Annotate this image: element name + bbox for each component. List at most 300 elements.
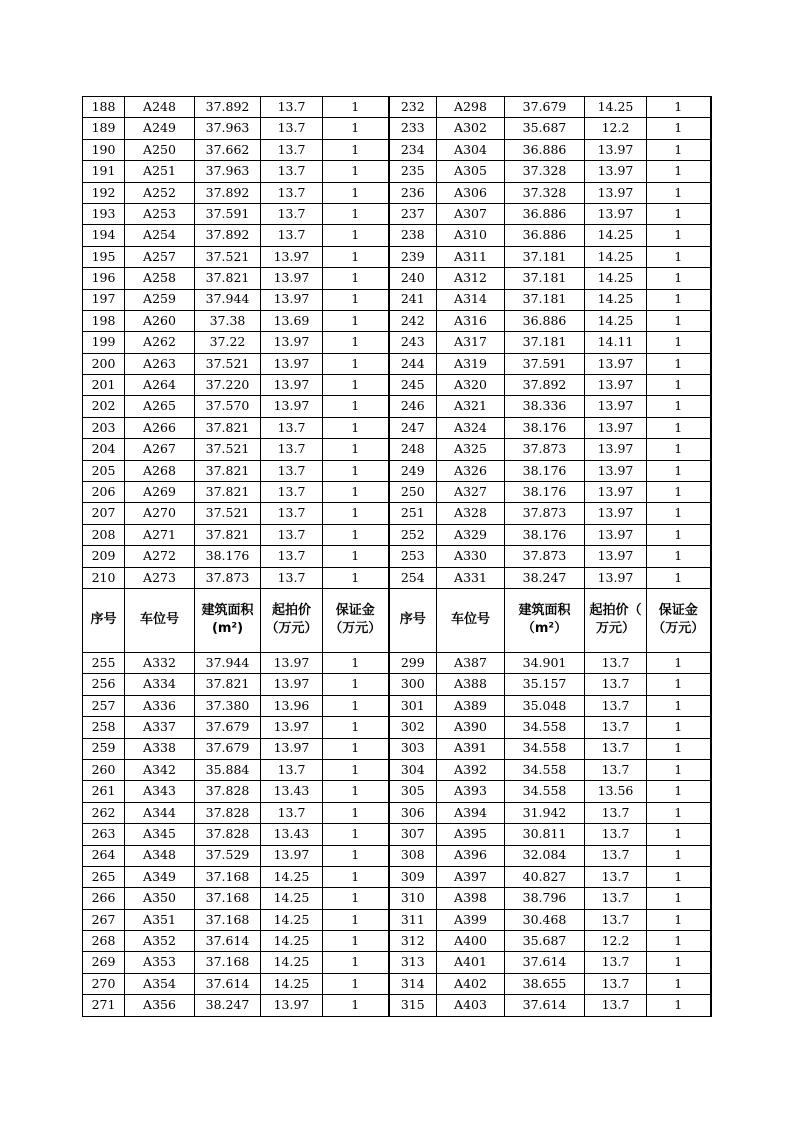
- table-cell: 1: [323, 182, 389, 203]
- table-cell: A394: [437, 802, 505, 823]
- table-cell: 30.468: [505, 909, 585, 930]
- table-cell: 13.7: [261, 567, 323, 588]
- header-cell: 起拍价（万元）: [261, 588, 323, 652]
- table-cell: 1: [647, 824, 711, 845]
- table-cell: 14.25: [585, 246, 647, 267]
- table-cell: 37.821: [195, 674, 261, 695]
- table-cell: A334: [125, 674, 195, 695]
- table-cell: A392: [437, 759, 505, 780]
- table-body-bottom: [83, 652, 711, 1016]
- table-row: [83, 909, 711, 930]
- table-cell: 13.97: [261, 652, 323, 673]
- table-cell: 13.7: [585, 717, 647, 738]
- table-cell: 13.97: [585, 182, 647, 203]
- table-cell: A325: [437, 439, 505, 460]
- table-cell: 40.827: [505, 866, 585, 887]
- table-cell: A319: [437, 353, 505, 374]
- table-cell: 1: [647, 268, 711, 289]
- table-cell: 1: [323, 546, 389, 567]
- table-cell: 13.97: [585, 482, 647, 503]
- table-cell: 1: [323, 952, 389, 973]
- table-cell: 1: [647, 375, 711, 396]
- table-cell: 270: [83, 973, 125, 994]
- table-cell: 13.7: [261, 524, 323, 545]
- table-cell: A273: [125, 567, 195, 588]
- table-cell: 1: [647, 866, 711, 887]
- table-cell: 13.7: [261, 503, 323, 524]
- table-cell: 13.7: [261, 460, 323, 481]
- table-cell: 12.2: [585, 118, 647, 139]
- table-cell: A263: [125, 353, 195, 374]
- table-cell: 271: [83, 995, 125, 1016]
- table-cell: 13.43: [261, 824, 323, 845]
- table-cell: 1: [323, 567, 389, 588]
- table-cell: 37.963: [195, 161, 261, 182]
- table-cell: 1: [647, 717, 711, 738]
- table-cell: A262: [125, 332, 195, 353]
- table-cell: 1: [647, 845, 711, 866]
- table-cell: 305: [389, 781, 437, 802]
- table-row: [83, 952, 711, 973]
- table-row: [83, 995, 711, 1016]
- table-cell: 307: [389, 824, 437, 845]
- table-cell: 191: [83, 161, 125, 182]
- table-cell: 13.7: [585, 652, 647, 673]
- table-cell: A353: [125, 952, 195, 973]
- table-cell: A336: [125, 695, 195, 716]
- table-cell: A257: [125, 246, 195, 267]
- table-cell: 38.655: [505, 973, 585, 994]
- table-cell: A352: [125, 931, 195, 952]
- table-cell: 1: [323, 246, 389, 267]
- table-cell: A311: [437, 246, 505, 267]
- table-cell: 306: [389, 802, 437, 823]
- table-row: [83, 139, 711, 160]
- table-cell: 37.662: [195, 139, 261, 160]
- table-cell: 37.614: [505, 995, 585, 1016]
- table-cell: 37.892: [195, 225, 261, 246]
- table-cell: 1: [323, 524, 389, 545]
- table-cell: 14.11: [585, 332, 647, 353]
- table-cell: 1: [647, 396, 711, 417]
- table-cell: 13.7: [585, 738, 647, 759]
- table-cell: 1: [323, 161, 389, 182]
- table-cell: 13.7: [261, 482, 323, 503]
- table-cell: 34.558: [505, 781, 585, 802]
- header-cell: 保证金（万元）: [647, 588, 711, 652]
- table-row: [83, 781, 711, 802]
- table-cell: 199: [83, 332, 125, 353]
- table-cell: 37.521: [195, 503, 261, 524]
- table-cell: 261: [83, 781, 125, 802]
- table-header: [83, 588, 711, 652]
- table-cell: 1: [323, 802, 389, 823]
- table-cell: 311: [389, 909, 437, 930]
- table-cell: 37.821: [195, 482, 261, 503]
- table-cell: 14.25: [585, 289, 647, 310]
- table-cell: 37.892: [195, 97, 261, 118]
- table-cell: 14.25: [585, 225, 647, 246]
- table-cell: 1: [647, 931, 711, 952]
- table-cell: 1: [323, 439, 389, 460]
- table-cell: A329: [437, 524, 505, 545]
- table-cell: 37.168: [195, 888, 261, 909]
- table-cell: 1: [647, 759, 711, 780]
- table-cell: 34.558: [505, 738, 585, 759]
- table-cell: 189: [83, 118, 125, 139]
- table-cell: 247: [389, 417, 437, 438]
- table-cell: 198: [83, 310, 125, 331]
- table-cell: 37.38: [195, 310, 261, 331]
- table-cell: 35.687: [505, 118, 585, 139]
- table-cell: 14.25: [585, 97, 647, 118]
- table-cell: 1: [647, 802, 711, 823]
- table-cell: A265: [125, 396, 195, 417]
- table-cell: 1: [323, 118, 389, 139]
- table-cell: 1: [323, 310, 389, 331]
- table-cell: 258: [83, 717, 125, 738]
- table-cell: 14.25: [261, 888, 323, 909]
- table-cell: 37.328: [505, 182, 585, 203]
- table-cell: 37.614: [195, 973, 261, 994]
- table-cell: 13.7: [261, 759, 323, 780]
- table-cell: 14.25: [261, 952, 323, 973]
- table-cell: 13.97: [261, 995, 323, 1016]
- table-cell: 1: [647, 118, 711, 139]
- table-cell: A399: [437, 909, 505, 930]
- table-cell: 303: [389, 738, 437, 759]
- table-cell: 1: [323, 139, 389, 160]
- table-cell: 252: [389, 524, 437, 545]
- table-cell: 1: [323, 203, 389, 224]
- header-cell: 车位号: [125, 588, 195, 652]
- table-cell: 196: [83, 268, 125, 289]
- table-cell: 13.97: [585, 546, 647, 567]
- table-cell: 250: [389, 482, 437, 503]
- table-cell: 13.7: [261, 182, 323, 203]
- table-cell: A389: [437, 695, 505, 716]
- table-cell: 1: [323, 396, 389, 417]
- table-cell: 13.7: [585, 845, 647, 866]
- table-cell: 254: [389, 567, 437, 588]
- table-cell: A307: [437, 203, 505, 224]
- table-cell: 13.97: [261, 332, 323, 353]
- table-cell: 13.7: [585, 973, 647, 994]
- table-row: [83, 717, 711, 738]
- table-row: [83, 931, 711, 952]
- table-cell: 38.336: [505, 396, 585, 417]
- table-cell: 1: [647, 909, 711, 930]
- table-cell: 13.7: [261, 203, 323, 224]
- table-cell: A306: [437, 182, 505, 203]
- table-cell: 210: [83, 567, 125, 588]
- table-cell: 1: [323, 866, 389, 887]
- table-row: [83, 225, 711, 246]
- table-cell: A317: [437, 332, 505, 353]
- table-cell: 242: [389, 310, 437, 331]
- table-cell: A324: [437, 417, 505, 438]
- table-cell: 35.157: [505, 674, 585, 695]
- table-cell: 37.168: [195, 866, 261, 887]
- table-cell: 1: [323, 931, 389, 952]
- table-cell: 1: [323, 652, 389, 673]
- table-cell: 13.7: [261, 802, 323, 823]
- table-cell: A354: [125, 973, 195, 994]
- table-cell: 37.828: [195, 824, 261, 845]
- table-row: [83, 246, 711, 267]
- table-cell: A344: [125, 802, 195, 823]
- table-row: [83, 824, 711, 845]
- table-cell: 1: [323, 460, 389, 481]
- table-cell: 1: [647, 738, 711, 759]
- table-cell: 13.7: [261, 225, 323, 246]
- table-cell: 269: [83, 952, 125, 973]
- table-cell: 203: [83, 417, 125, 438]
- table-cell: 244: [389, 353, 437, 374]
- table-cell: 309: [389, 866, 437, 887]
- table-cell: 13.7: [585, 995, 647, 1016]
- table-cell: 34.558: [505, 717, 585, 738]
- table-cell: 314: [389, 973, 437, 994]
- table-cell: 208: [83, 524, 125, 545]
- table-cell: 37.220: [195, 375, 261, 396]
- table-cell: A248: [125, 97, 195, 118]
- table-cell: 1: [323, 225, 389, 246]
- table-cell: 38.176: [195, 546, 261, 567]
- table-cell: 13.7: [585, 674, 647, 695]
- table-cell: 13.7: [261, 417, 323, 438]
- table-cell: 1: [323, 738, 389, 759]
- table-cell: 38.247: [195, 995, 261, 1016]
- table-cell: 1: [323, 995, 389, 1016]
- table-row: [83, 674, 711, 695]
- table-cell: A387: [437, 652, 505, 673]
- table-cell: 304: [389, 759, 437, 780]
- table-cell: 1: [323, 289, 389, 310]
- table-cell: A269: [125, 482, 195, 503]
- table-cell: 1: [647, 781, 711, 802]
- table-cell: 37.22: [195, 332, 261, 353]
- table-cell: 1: [647, 353, 711, 374]
- table-cell: 37.614: [195, 931, 261, 952]
- table-row: [83, 738, 711, 759]
- table-cell: A264: [125, 375, 195, 396]
- table-cell: 13.7: [585, 866, 647, 887]
- table-cell: A272: [125, 546, 195, 567]
- table-row: [83, 503, 711, 524]
- table-cell: 239: [389, 246, 437, 267]
- table-cell: 1: [647, 674, 711, 695]
- table-cell: 14.25: [261, 973, 323, 994]
- table-cell: 1: [647, 524, 711, 545]
- table-row: [83, 118, 711, 139]
- table-cell: 36.886: [505, 310, 585, 331]
- table-cell: A402: [437, 973, 505, 994]
- table-cell: 13.7: [261, 97, 323, 118]
- table-cell: A345: [125, 824, 195, 845]
- table-row: [83, 567, 711, 588]
- table-cell: 248: [389, 439, 437, 460]
- table-cell: 246: [389, 396, 437, 417]
- table-cell: 237: [389, 203, 437, 224]
- table-cell: 1: [323, 268, 389, 289]
- table-cell: 194: [83, 225, 125, 246]
- table-cell: 13.97: [585, 396, 647, 417]
- table-cell: 299: [389, 652, 437, 673]
- table-cell: 262: [83, 802, 125, 823]
- table-cell: 13.7: [585, 759, 647, 780]
- table-cell: 1: [323, 695, 389, 716]
- table-cell: 36.886: [505, 203, 585, 224]
- table-cell: A249: [125, 118, 195, 139]
- table-cell: A298: [437, 97, 505, 118]
- table-cell: 38.176: [505, 460, 585, 481]
- table-cell: 37.328: [505, 161, 585, 182]
- table-cell: 1: [647, 546, 711, 567]
- table-row: [83, 866, 711, 887]
- table-cell: 1: [647, 289, 711, 310]
- table-row: [83, 203, 711, 224]
- table-cell: A403: [437, 995, 505, 1016]
- table-cell: 1: [323, 781, 389, 802]
- table-cell: A314: [437, 289, 505, 310]
- table-cell: 37.821: [195, 524, 261, 545]
- table-cell: 37.521: [195, 353, 261, 374]
- table-cell: 13.7: [261, 118, 323, 139]
- table-cell: 1: [323, 482, 389, 503]
- table-cell: 36.886: [505, 225, 585, 246]
- table-cell: 37.944: [195, 289, 261, 310]
- table-cell: A332: [125, 652, 195, 673]
- table-row: [83, 802, 711, 823]
- table-cell: A395: [437, 824, 505, 845]
- table-cell: 13.97: [585, 460, 647, 481]
- table-row: [83, 182, 711, 203]
- table-cell: 37.892: [195, 182, 261, 203]
- table-cell: 13.7: [585, 824, 647, 845]
- table-cell: 13.97: [261, 375, 323, 396]
- table-cell: 34.901: [505, 652, 585, 673]
- table-cell: 266: [83, 888, 125, 909]
- table-cell: 13.43: [261, 781, 323, 802]
- table-cell: 1: [647, 182, 711, 203]
- table-cell: 36.886: [505, 139, 585, 160]
- table-cell: A320: [437, 375, 505, 396]
- table-cell: 259: [83, 738, 125, 759]
- table-cell: 188: [83, 97, 125, 118]
- table-cell: A328: [437, 503, 505, 524]
- table-cell: 35.884: [195, 759, 261, 780]
- table-cell: 241: [389, 289, 437, 310]
- table-cell: 37.679: [195, 717, 261, 738]
- table-cell: A391: [437, 738, 505, 759]
- table-cell: 13.7: [585, 888, 647, 909]
- table-cell: 236: [389, 182, 437, 203]
- table-cell: 206: [83, 482, 125, 503]
- table-cell: 302: [389, 717, 437, 738]
- table-row: [83, 460, 711, 481]
- table-row: [83, 524, 711, 545]
- table-cell: A388: [437, 674, 505, 695]
- table-cell: 37.181: [505, 246, 585, 267]
- table-cell: A252: [125, 182, 195, 203]
- table-cell: 37.529: [195, 845, 261, 866]
- table-row: [83, 396, 711, 417]
- table-row: [83, 845, 711, 866]
- table-cell: 37.821: [195, 268, 261, 289]
- table-row: [83, 375, 711, 396]
- header-cell: 车位号: [437, 588, 505, 652]
- table-cell: 13.7: [261, 139, 323, 160]
- table-cell: 38.176: [505, 417, 585, 438]
- table-cell: 13.97: [585, 417, 647, 438]
- table-cell: 1: [323, 888, 389, 909]
- header-cell: 建筑面积（m²）: [505, 588, 585, 652]
- table-row: [83, 417, 711, 438]
- table-cell: A396: [437, 845, 505, 866]
- table-cell: 1: [647, 161, 711, 182]
- table-row: [83, 888, 711, 909]
- header-cell: 保证金（万元）: [323, 588, 389, 652]
- table-cell: A321: [437, 396, 505, 417]
- table-cell: A304: [437, 139, 505, 160]
- table-cell: 13.97: [585, 439, 647, 460]
- table-cell: 38.796: [505, 888, 585, 909]
- table-cell: A338: [125, 738, 195, 759]
- table-cell: 1: [323, 909, 389, 930]
- table-cell: 1: [323, 375, 389, 396]
- table-cell: 1: [323, 759, 389, 780]
- table-cell: A348: [125, 845, 195, 866]
- table-cell: 13.97: [261, 396, 323, 417]
- table-cell: A398: [437, 888, 505, 909]
- table-row: [83, 652, 711, 673]
- table-cell: 1: [647, 417, 711, 438]
- table-cell: 37.963: [195, 118, 261, 139]
- table-cell: 193: [83, 203, 125, 224]
- table-cell: 1: [647, 460, 711, 481]
- table-cell: 13.97: [261, 289, 323, 310]
- table-cell: 1: [647, 332, 711, 353]
- table-cell: A393: [437, 781, 505, 802]
- table-cell: 13.97: [585, 161, 647, 182]
- table-cell: 1: [647, 652, 711, 673]
- table-cell: 197: [83, 289, 125, 310]
- table-cell: 257: [83, 695, 125, 716]
- table-cell: A326: [437, 460, 505, 481]
- table-cell: 13.97: [585, 503, 647, 524]
- table-cell: 13.97: [585, 524, 647, 545]
- table-cell: 1: [323, 417, 389, 438]
- header-cell: 起拍价（ 万元）: [585, 588, 647, 652]
- table-cell: 1: [647, 695, 711, 716]
- table-cell: 37.181: [505, 289, 585, 310]
- table-cell: 312: [389, 931, 437, 952]
- table-cell: A349: [125, 866, 195, 887]
- table-cell: 192: [83, 182, 125, 203]
- table-cell: 13.7: [585, 802, 647, 823]
- table-cell: 233: [389, 118, 437, 139]
- header-cell: 建筑面积(m²): [195, 588, 261, 652]
- table-cell: 35.687: [505, 931, 585, 952]
- table-cell: 205: [83, 460, 125, 481]
- table-cell: 13.7: [585, 909, 647, 930]
- table-cell: 14.25: [261, 909, 323, 930]
- table-cell: 30.811: [505, 824, 585, 845]
- table-cell: 1: [323, 717, 389, 738]
- table-cell: 37.892: [505, 375, 585, 396]
- table-cell: A260: [125, 310, 195, 331]
